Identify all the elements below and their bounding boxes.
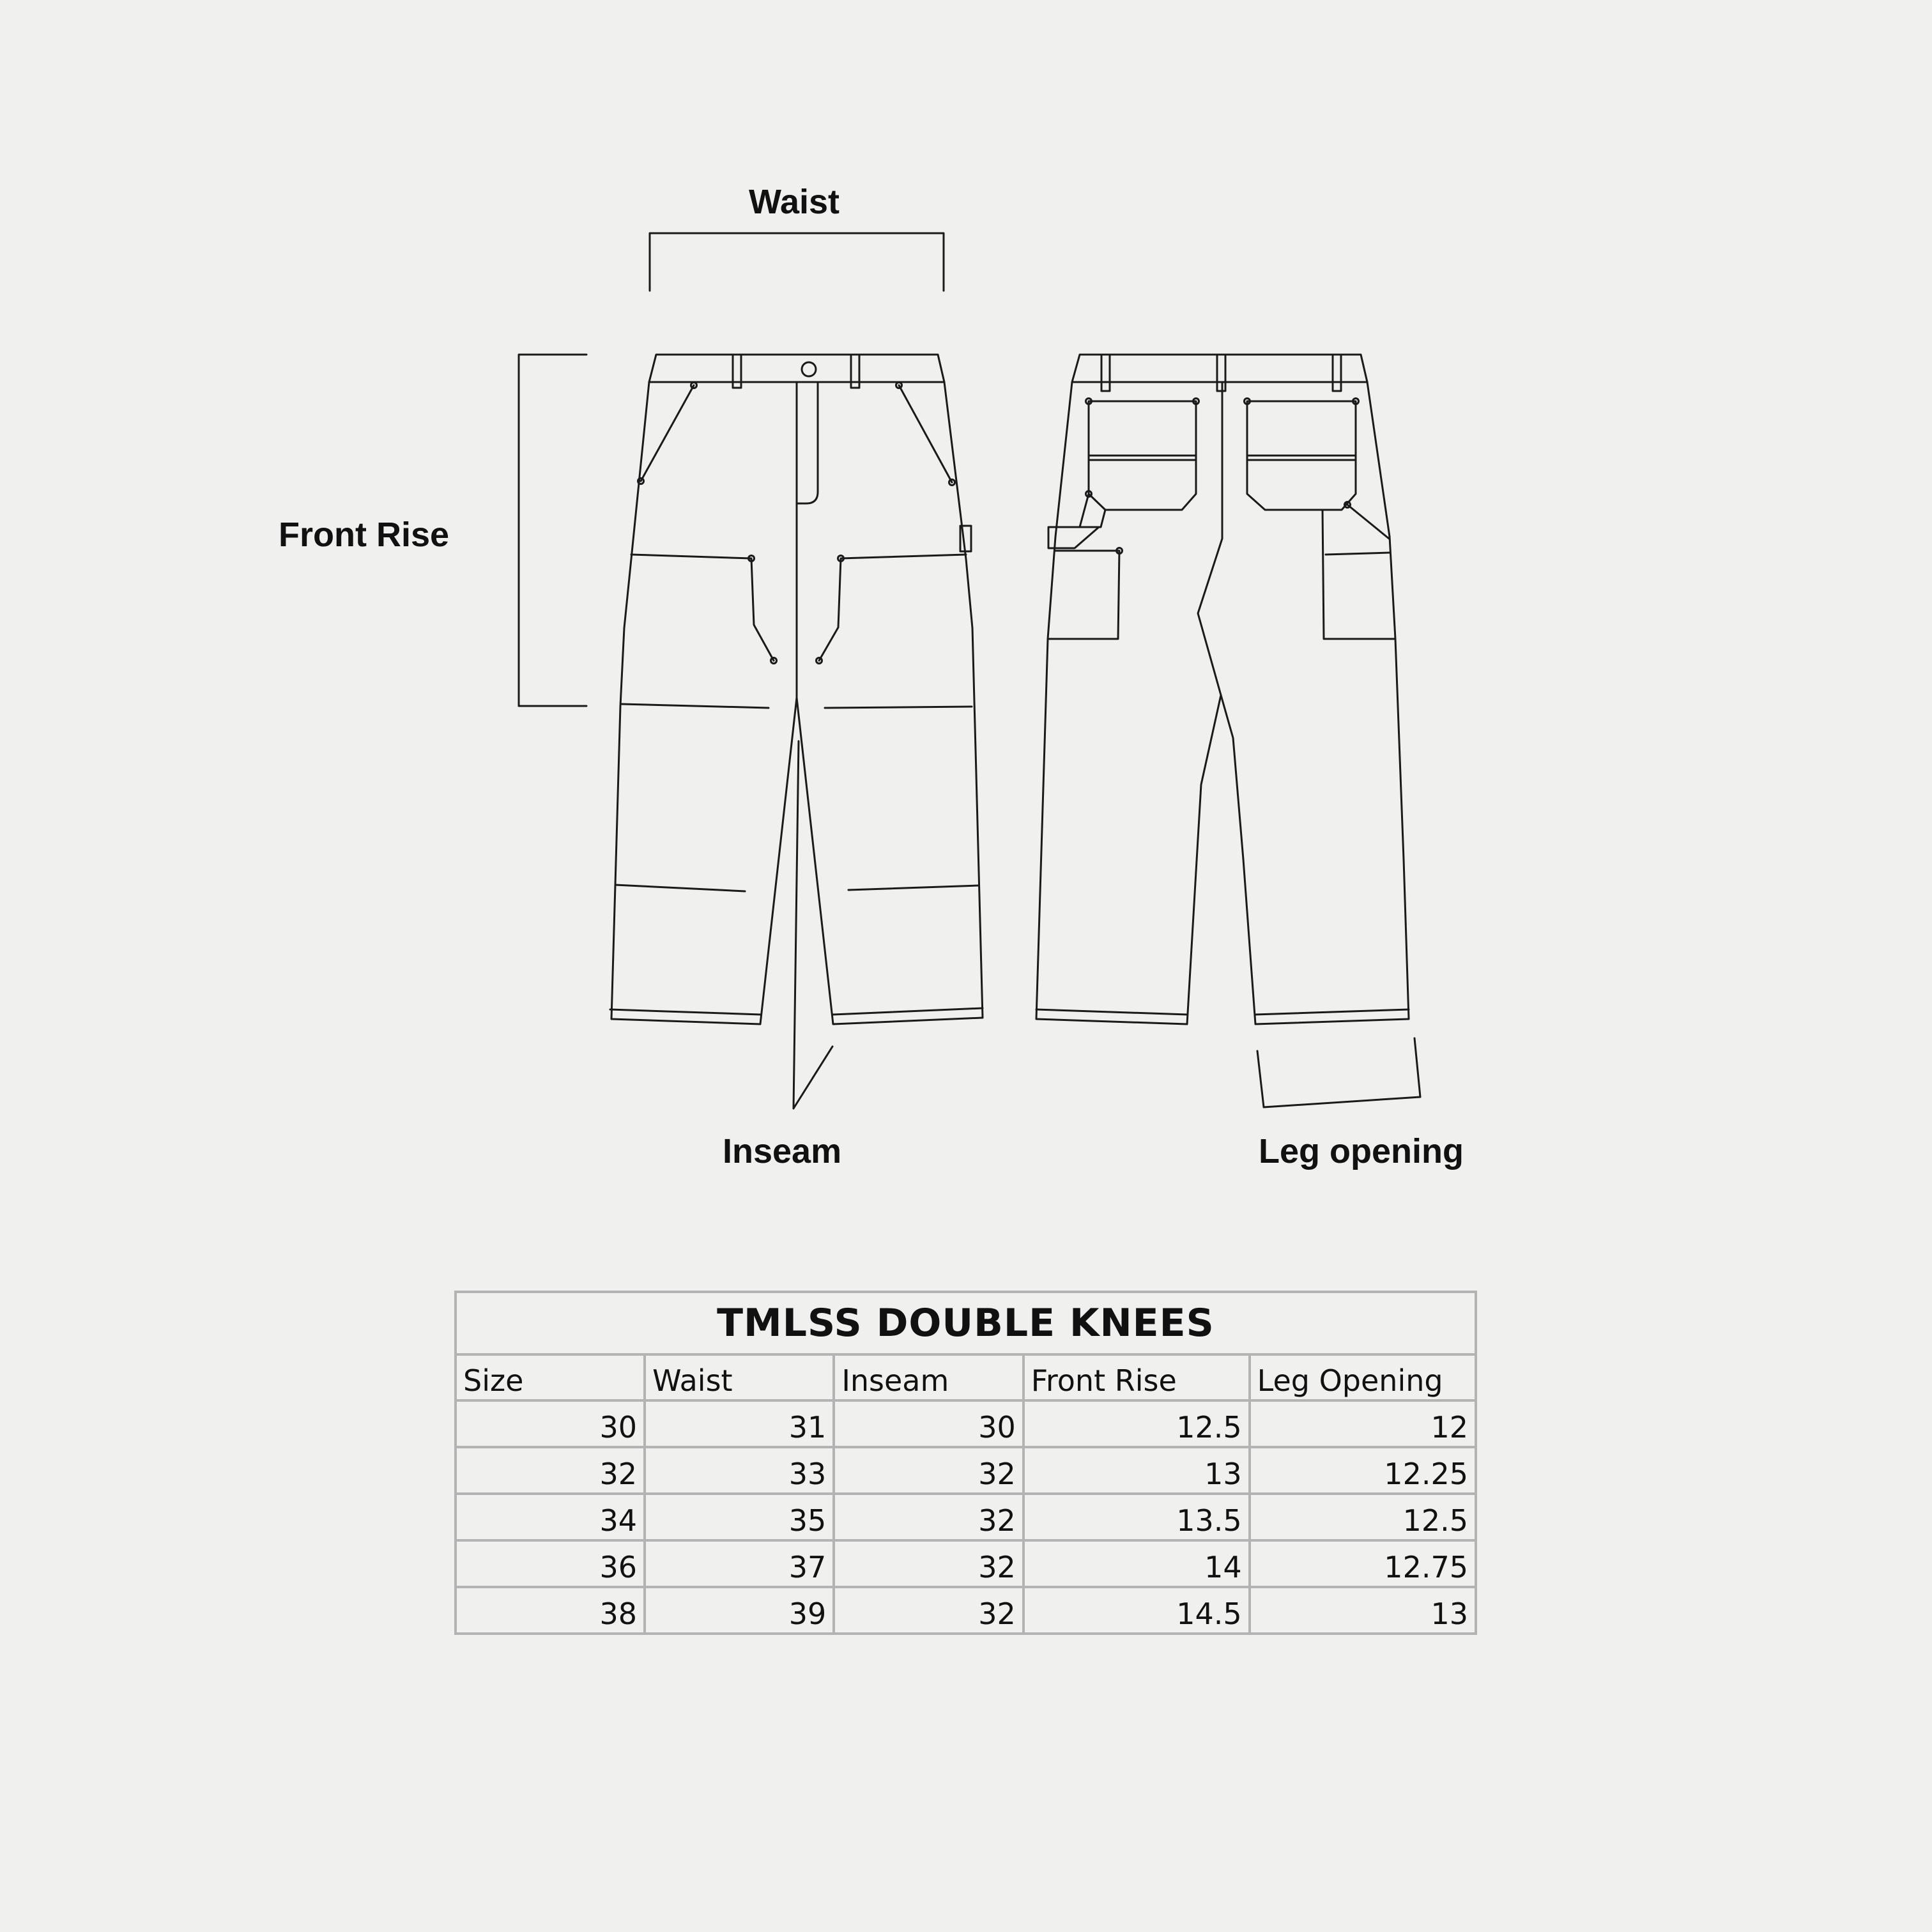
cell-waist: 37 (645, 1540, 834, 1587)
cell-size: 34 (456, 1494, 645, 1540)
table-row (456, 1400, 1476, 1447)
table-title: TMLSS DOUBLE KNEES (456, 1292, 1476, 1354)
cell-leg-opening: 12 (1250, 1400, 1476, 1447)
header-inseam: Inseam (834, 1354, 1023, 1400)
cell-inseam: 32 (834, 1447, 1023, 1494)
front-rise-label: Front Rise (279, 516, 450, 554)
inseam-marker (793, 741, 832, 1108)
table-row (456, 1494, 1476, 1540)
header-front-rise: Front Rise (1023, 1354, 1250, 1400)
cell-leg-opening: 12.25 (1250, 1447, 1476, 1494)
waist-label: Waist (749, 183, 840, 221)
cell-waist: 35 (645, 1494, 834, 1540)
leg-opening-label: Leg opening (1259, 1132, 1464, 1170)
leg-opening-bracket (1257, 1038, 1420, 1107)
cell-size: 30 (456, 1400, 645, 1447)
table-title-row (456, 1292, 1476, 1354)
cell-leg-opening: 12.5 (1250, 1494, 1476, 1540)
size-chart-table (454, 1291, 1477, 1635)
table-header-row (456, 1354, 1476, 1400)
cell-front-rise: 13.5 (1023, 1494, 1250, 1540)
cell-leg-opening: 13 (1250, 1587, 1476, 1634)
cell-waist: 33 (645, 1447, 834, 1494)
table-row (456, 1447, 1476, 1494)
header-leg-opening: Leg Opening (1250, 1354, 1476, 1400)
table-row (456, 1540, 1476, 1587)
cell-waist: 31 (645, 1400, 834, 1447)
cell-leg-opening: 12.75 (1250, 1540, 1476, 1587)
cell-front-rise: 12.5 (1023, 1400, 1250, 1447)
waist-bracket (650, 233, 944, 291)
cell-front-rise: 13 (1023, 1447, 1250, 1494)
cell-inseam: 32 (834, 1540, 1023, 1587)
front-rise-bracket (519, 355, 586, 706)
cell-front-rise: 14 (1023, 1540, 1250, 1587)
cell-inseam: 30 (834, 1400, 1023, 1447)
cell-waist: 39 (645, 1587, 834, 1634)
header-waist: Waist (645, 1354, 834, 1400)
cell-inseam: 32 (834, 1494, 1023, 1540)
cell-front-rise: 14.5 (1023, 1587, 1250, 1634)
cell-inseam: 32 (834, 1587, 1023, 1634)
pants-back-view (1036, 355, 1409, 1024)
cell-size: 32 (456, 1447, 645, 1494)
table-row (456, 1587, 1476, 1634)
cell-size: 38 (456, 1587, 645, 1634)
header-size: Size (456, 1354, 645, 1400)
inseam-label: Inseam (723, 1132, 842, 1170)
cell-size: 36 (456, 1540, 645, 1587)
